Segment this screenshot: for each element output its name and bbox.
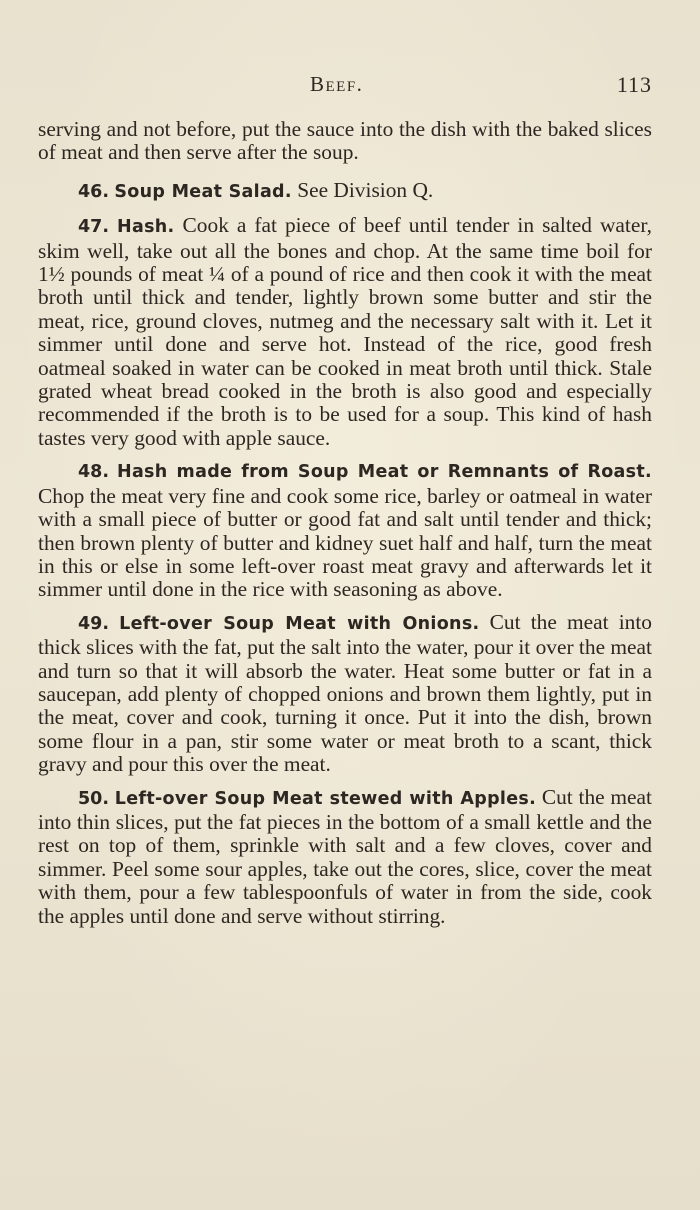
recipe-number: 50. (78, 788, 110, 809)
recipe-body: See Division Q. (297, 177, 434, 202)
continuation-paragraph: serving and not before, put the sauce into the dish with the baked slices of meat and then serve after the soup. (38, 117, 652, 165)
recipe-title: Left-over Soup Meat stewed with Apples. (114, 788, 537, 809)
recipe-body: Cut the meat into thin slices, put the fat pieces in the bottom of a small kettle and the rest on top of them, sprinkle with salt and a few cloves, cover and simmer. Peel some sour apples, take out the cores, slice, cover the meat with them, pour a few tablespoonfuls of water in from the side, cook the apples until done and serve without stirring. (38, 784, 652, 928)
recipe-number: 49. (78, 613, 110, 634)
running-title: Beef. (310, 72, 364, 96)
recipe-body: Chop the meat very fine and cook some rice, barley or oatmeal in water with a small piece of butter or good fat and salt until tender and thick; then brown plenty of butter and kidney suet half and half, turn the meat in this or else in some left-over roast meat gravy and afterwards let it simmer until done in the rice with seasoning as above. (38, 483, 652, 602)
recipe-number: 47. (78, 217, 110, 238)
recipe-number: 48. (78, 462, 110, 483)
recipe-46 (38, 179, 652, 204)
recipe-50 (38, 786, 652, 928)
page-content (38, 118, 652, 928)
recipe-48 (38, 459, 652, 601)
page-number: 113 (616, 72, 652, 97)
page-header (38, 72, 652, 108)
recipe-title: Hash made from Soup Meat or Remnants of Roast. (117, 462, 652, 483)
recipe-49 (38, 611, 652, 777)
recipe-number: 46. (78, 181, 110, 202)
recipe-title: Left-over Soup Meat with Onions. (119, 613, 480, 634)
recipe-body: Cut the meat into thick slices with the fat, put the salt into the water, pour it over the meat and turn so that it will absorb the water. Heat some butter or fat in a saucepan, add plenty of chopped onions and brown them lightly, put in the meat, cover and cook, turning it once. Put it into the dish, brown some flour in a pan, stir some water or meat broth to a scant, thick gravy and pour this over the meat. (38, 609, 652, 777)
recipe-title: Hash. (117, 217, 175, 238)
recipe-title: Soup Meat Salad. (114, 181, 292, 202)
recipe-body: Cook a fat piece of beef until tender in salted water, skim well, take out all the bones and chop. At the same time boil for 1½ pounds of meat ¼ of a pound of rice and then cook it with the meat broth until thick and tender, lightly brown some butter and stir the meat, rice, ground cloves, nutmeg and the necessary salt with it. Let it simmer until done and serve hot. Instead of the rice, good fresh oatmeal soaked in water can be cooked in meat broth until thick. Stale grated wheat bread cooked in the broth is also good and especially recommended if the broth is to be used for a soup. This kind of hash tastes very good with apple sauce. (38, 213, 652, 450)
recipe-47 (38, 214, 652, 450)
